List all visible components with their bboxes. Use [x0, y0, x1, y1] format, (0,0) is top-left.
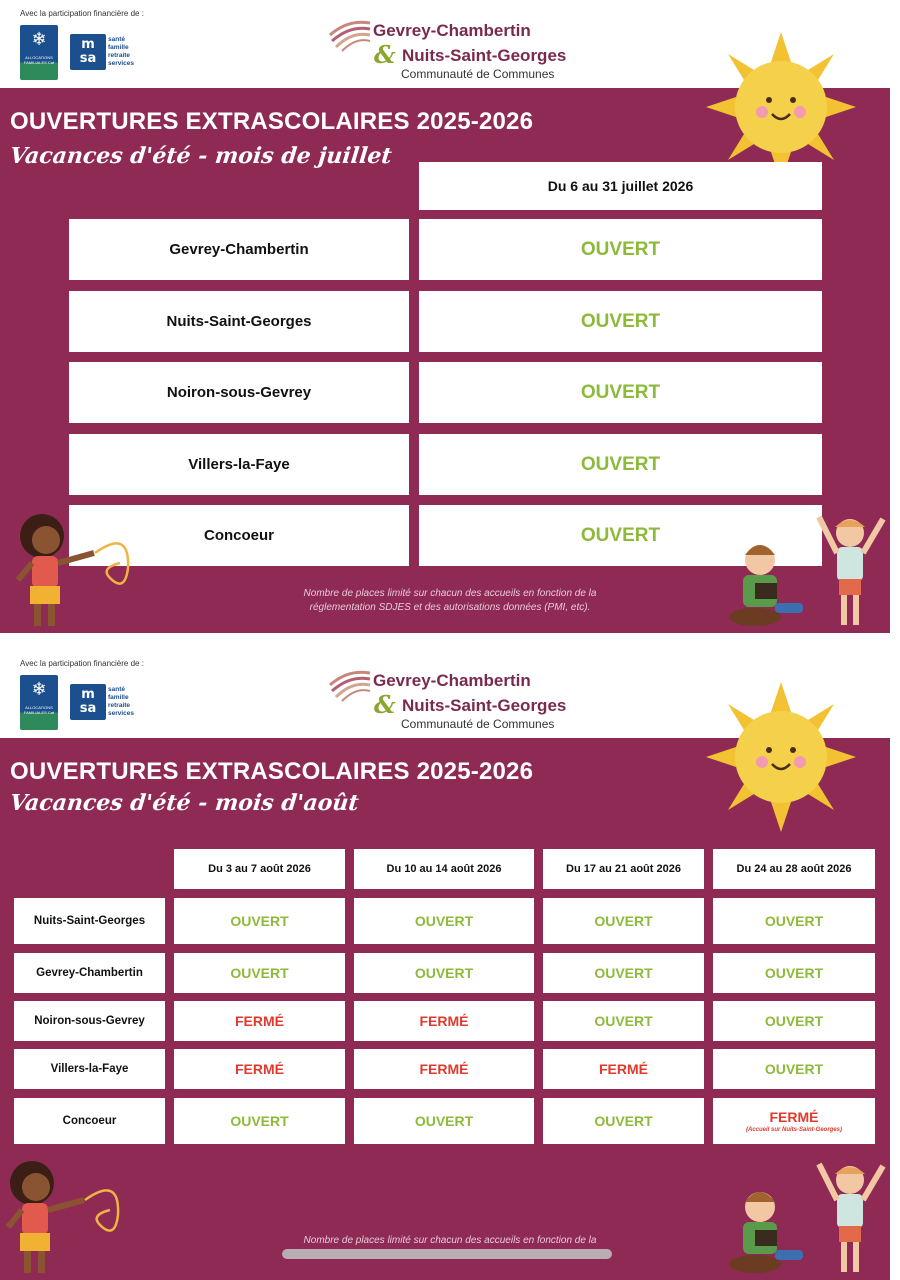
footnote-line: Nombre de places limité sur chacun des accueils en fonction de la — [303, 588, 597, 599]
footnote — [260, 587, 640, 615]
july-poster — [0, 0, 890, 633]
status-cell: OUVERT — [354, 1098, 534, 1144]
reading-boy-illustration — [725, 1152, 890, 1280]
page-title: OUVERTURES EXTRASCOLAIRES 2025-2026 — [10, 108, 534, 135]
financing-text: Avec la participation financière de : — [20, 659, 144, 668]
period-header: Du 6 au 31 juillet 2026 — [419, 162, 822, 210]
site-label: Gevrey-Chambertin — [14, 953, 165, 993]
status-cell: FERMÉ — [354, 1049, 534, 1089]
community-logo — [328, 15, 598, 85]
site-label: Noiron-sous-Gevrey — [69, 362, 409, 423]
status-cell: OUVERT — [713, 898, 875, 944]
girl-ribbon-illustration — [0, 1155, 130, 1280]
vineyard-icon — [328, 17, 372, 53]
status-cell: OUVERT — [174, 898, 345, 944]
caf-logo: ❄ ALLOCATIONS FAMILIALES Caf — [20, 25, 58, 80]
girl-ribbon-illustration — [10, 508, 140, 633]
brand-ampersand: & — [374, 40, 396, 69]
caf-logo: ❄ ALLOCATIONS FAMILIALES Caf — [20, 675, 58, 730]
status-cell: OUVERT — [419, 434, 822, 495]
sun-illustration — [706, 682, 856, 832]
footnote — [260, 1234, 640, 1248]
sun-illustration — [706, 32, 856, 182]
status-cell: OUVERT — [543, 1001, 704, 1041]
status-text: FERMÉ — [769, 1109, 819, 1125]
site-label: Villers-la-Faye — [69, 434, 409, 495]
page-subtitle: Vacances d'été - mois de juillet — [8, 143, 394, 169]
period-header: Du 17 au 21 août 2026 — [543, 849, 704, 889]
horizontal-scrollbar[interactable] — [282, 1249, 612, 1259]
status-cell: OUVERT — [713, 1001, 875, 1041]
msa-tagline: santé famille retraite services — [108, 686, 135, 717]
msa-logo: m sa — [70, 684, 106, 720]
site-label: Nuits-Saint-Georges — [14, 898, 165, 944]
community-logo — [328, 665, 598, 735]
status-cell: FERMÉ — [354, 1001, 534, 1041]
msa-tagline: santé famille retraite services — [108, 36, 135, 67]
status-cell: OUVERT — [713, 953, 875, 993]
status-cell — [713, 1098, 875, 1144]
brand-line-3: Communauté de Communes — [401, 67, 555, 81]
reading-boy-illustration — [725, 505, 890, 633]
page-subtitle: Vacances d'été - mois d'août — [8, 790, 361, 816]
site-label: Concoeur — [69, 505, 409, 566]
status-cell: OUVERT — [543, 898, 704, 944]
brand-line-3: Communauté de Communes — [401, 717, 555, 731]
msa-logo: m sa — [70, 34, 106, 70]
status-note: (Accueil sur Nuits-Saint-Georges) — [745, 1127, 843, 1133]
status-cell: OUVERT — [174, 953, 345, 993]
brand-line-2: Nuits-Saint-Georges — [402, 696, 567, 715]
site-label: Concoeur — [14, 1098, 165, 1144]
brand-line-1: Gevrey-Chambertin — [373, 671, 531, 690]
brand-ampersand: & — [374, 690, 396, 719]
status-cell: OUVERT — [354, 898, 534, 944]
status-cell: OUVERT — [713, 1049, 875, 1089]
status-cell: OUVERT — [354, 953, 534, 993]
site-label: Gevrey-Chambertin — [69, 219, 409, 280]
period-header: Du 3 au 7 août 2026 — [174, 849, 345, 889]
status-cell: OUVERT — [419, 362, 822, 423]
snowflake-icon: ❄ — [31, 29, 47, 49]
financing-text: Avec la participation financière de : — [20, 9, 144, 18]
status-cell: OUVERT — [419, 219, 822, 280]
vineyard-icon — [328, 667, 372, 703]
status-cell: OUVERT — [543, 1098, 704, 1144]
august-poster — [0, 650, 890, 1280]
site-label: Nuits-Saint-Georges — [69, 291, 409, 352]
page-title: OUVERTURES EXTRASCOLAIRES 2025-2026 — [10, 758, 534, 785]
site-label: Noiron-sous-Gevrey — [14, 1001, 165, 1041]
status-cell: FERMÉ — [174, 1001, 345, 1041]
brand-line-1: Gevrey-Chambertin — [373, 21, 531, 40]
snowflake-icon: ❄ — [31, 679, 47, 699]
status-cell: OUVERT — [419, 291, 822, 352]
status-cell: OUVERT — [419, 505, 822, 566]
status-cell: OUVERT — [543, 953, 704, 993]
status-cell: FERMÉ — [174, 1049, 345, 1089]
footnote-line: Nombre de places limité sur chacun des accueils en fonction de la — [303, 1235, 597, 1246]
site-label: Villers-la-Faye — [14, 1049, 165, 1089]
period-header: Du 24 au 28 août 2026 — [713, 849, 875, 889]
footnote-line: réglementation SDJES et des autorisations données (PMI, etc). — [309, 602, 591, 613]
period-header: Du 10 au 14 août 2026 — [354, 849, 534, 889]
status-cell: FERMÉ — [543, 1049, 704, 1089]
brand-line-2: Nuits-Saint-Georges — [402, 46, 567, 65]
status-cell: OUVERT — [174, 1098, 345, 1144]
